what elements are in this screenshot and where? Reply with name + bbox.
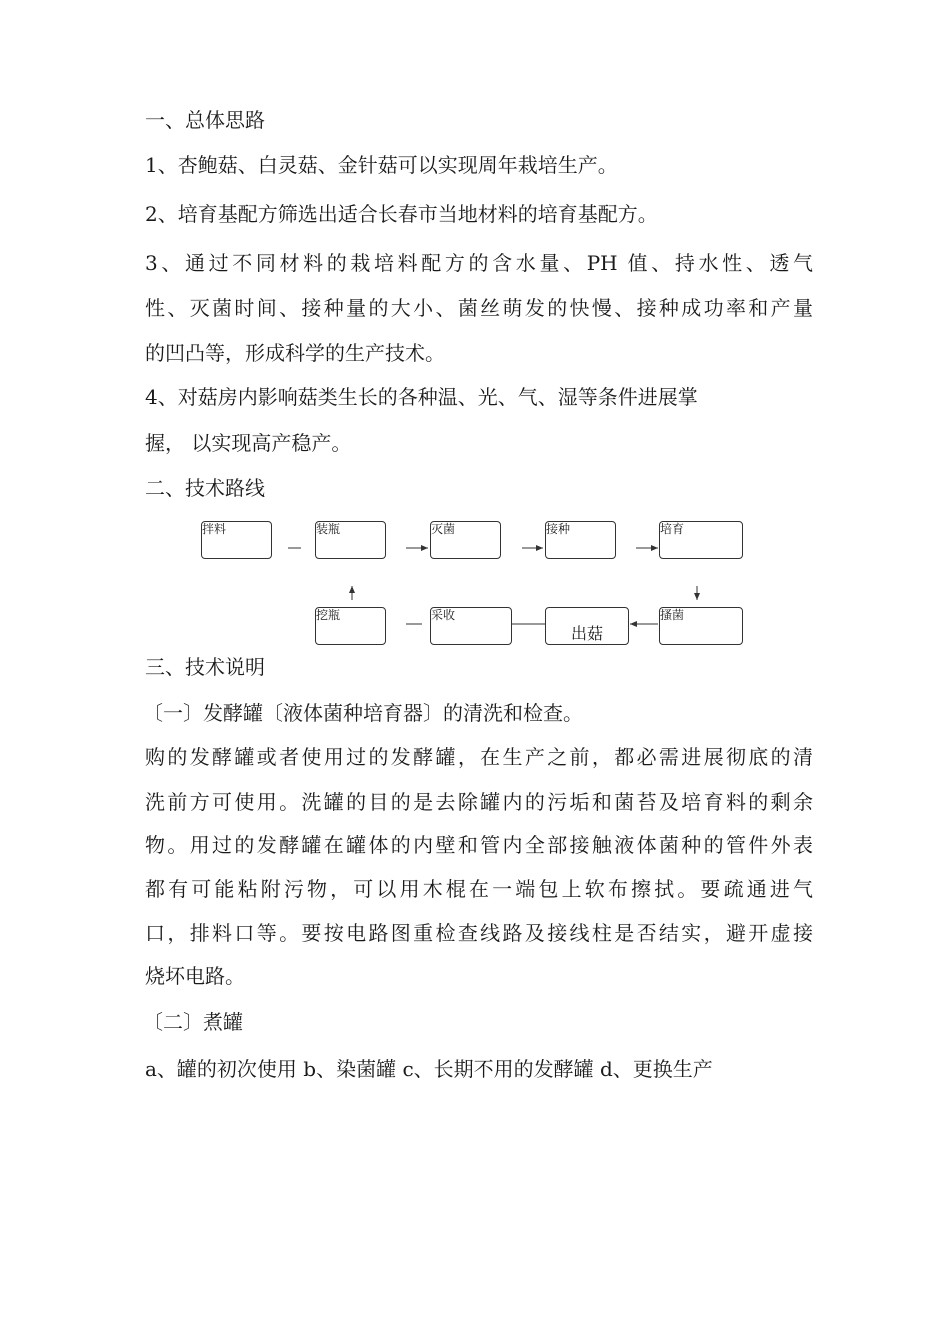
flow-box-culturing: [659, 521, 743, 559]
para1-line6: 烧坏电路。: [145, 964, 245, 988]
section1-item3-line3: 的凹凸等，形成科学的生产技术。: [145, 341, 445, 365]
flow-label-mixing: 拌料: [202, 522, 227, 536]
flow-label-scratching: 搔菌: [660, 608, 685, 622]
section1-item2: 2、培育基配方筛选出适合长春市当地材料的培育基配方。: [145, 202, 658, 226]
flow-box-bottling: [315, 521, 386, 559]
section1-item4-line2: 握， 以实现高产稳产。: [145, 431, 352, 455]
flow-box-inoculating: [545, 521, 616, 559]
flow-box-fruiting: [545, 607, 629, 645]
flow-label-culturing: 培育: [660, 522, 685, 536]
section3-heading: 三、技术说明: [145, 655, 265, 679]
flow-box-digging: [315, 607, 386, 645]
section3-sub2-title: 〔二〕煮罐: [143, 1010, 243, 1034]
para1-line2: 洗前方可使用。洗罐的目的是去除罐内的污垢和菌苔及培育料的剩余: [145, 790, 813, 814]
flow-box-harvesting: [430, 607, 512, 645]
section1-heading: 一、总体思路: [145, 108, 265, 132]
section2-heading: 二、技术路线: [145, 476, 265, 500]
para1-line4: 都有可能粘附污物，可以用木棍在一端包上软布擦拭。要疏通进气: [145, 877, 813, 901]
flow-box-sterilizing: [430, 521, 501, 559]
para1-line1: 购的发酵罐或者使用过的发酵罐，在生产之前，都必需进展彻底的清: [145, 745, 813, 769]
flow-label-fruiting: 出菇: [570, 624, 603, 643]
section1-item3-line2: 性、灭菌时间、接种量的大小、菌丝萌发的快慢、接种成功率和产量: [145, 296, 813, 320]
list-line: a、罐的初次使用 b、染菌罐 c、长期不用的发酵罐 d、更换生产: [145, 1057, 713, 1081]
flow-label-harvesting: 采收: [431, 608, 456, 622]
flow-label-digging: 挖瓶: [316, 608, 341, 622]
section1-item4-line1: 4、对菇房内影响菇类生长的各种温、光、气、湿等条件进展掌: [145, 385, 698, 409]
section3-sub1-title: 〔一〕发酵罐〔液体菌种培育器〕的清洗和检查。: [143, 701, 583, 725]
section1-item3-line1: 3、通过不同材料的栽培料配方的含水量、PH 值、持水性、透气: [145, 251, 813, 275]
section1-item1: 1、杏鲍菇、白灵菇、金针菇可以实现周年栽培生产。: [145, 153, 618, 177]
flow-label-bottling: 装瓶: [316, 522, 341, 536]
para1-line3: 物。用过的发酵罐在罐体的内壁和管内全部接触液体菌种的管件外表: [145, 833, 813, 857]
flow-label-sterilizing: 灭菌: [431, 522, 456, 536]
para1-line5: 口，排料口等。要按电路图重检查线路及接线柱是否结实，避开虚接: [145, 921, 813, 945]
flow-box-scratching: [659, 607, 743, 645]
flow-box-mixing: [201, 521, 272, 559]
flow-label-inoculating: 接种: [546, 522, 571, 536]
